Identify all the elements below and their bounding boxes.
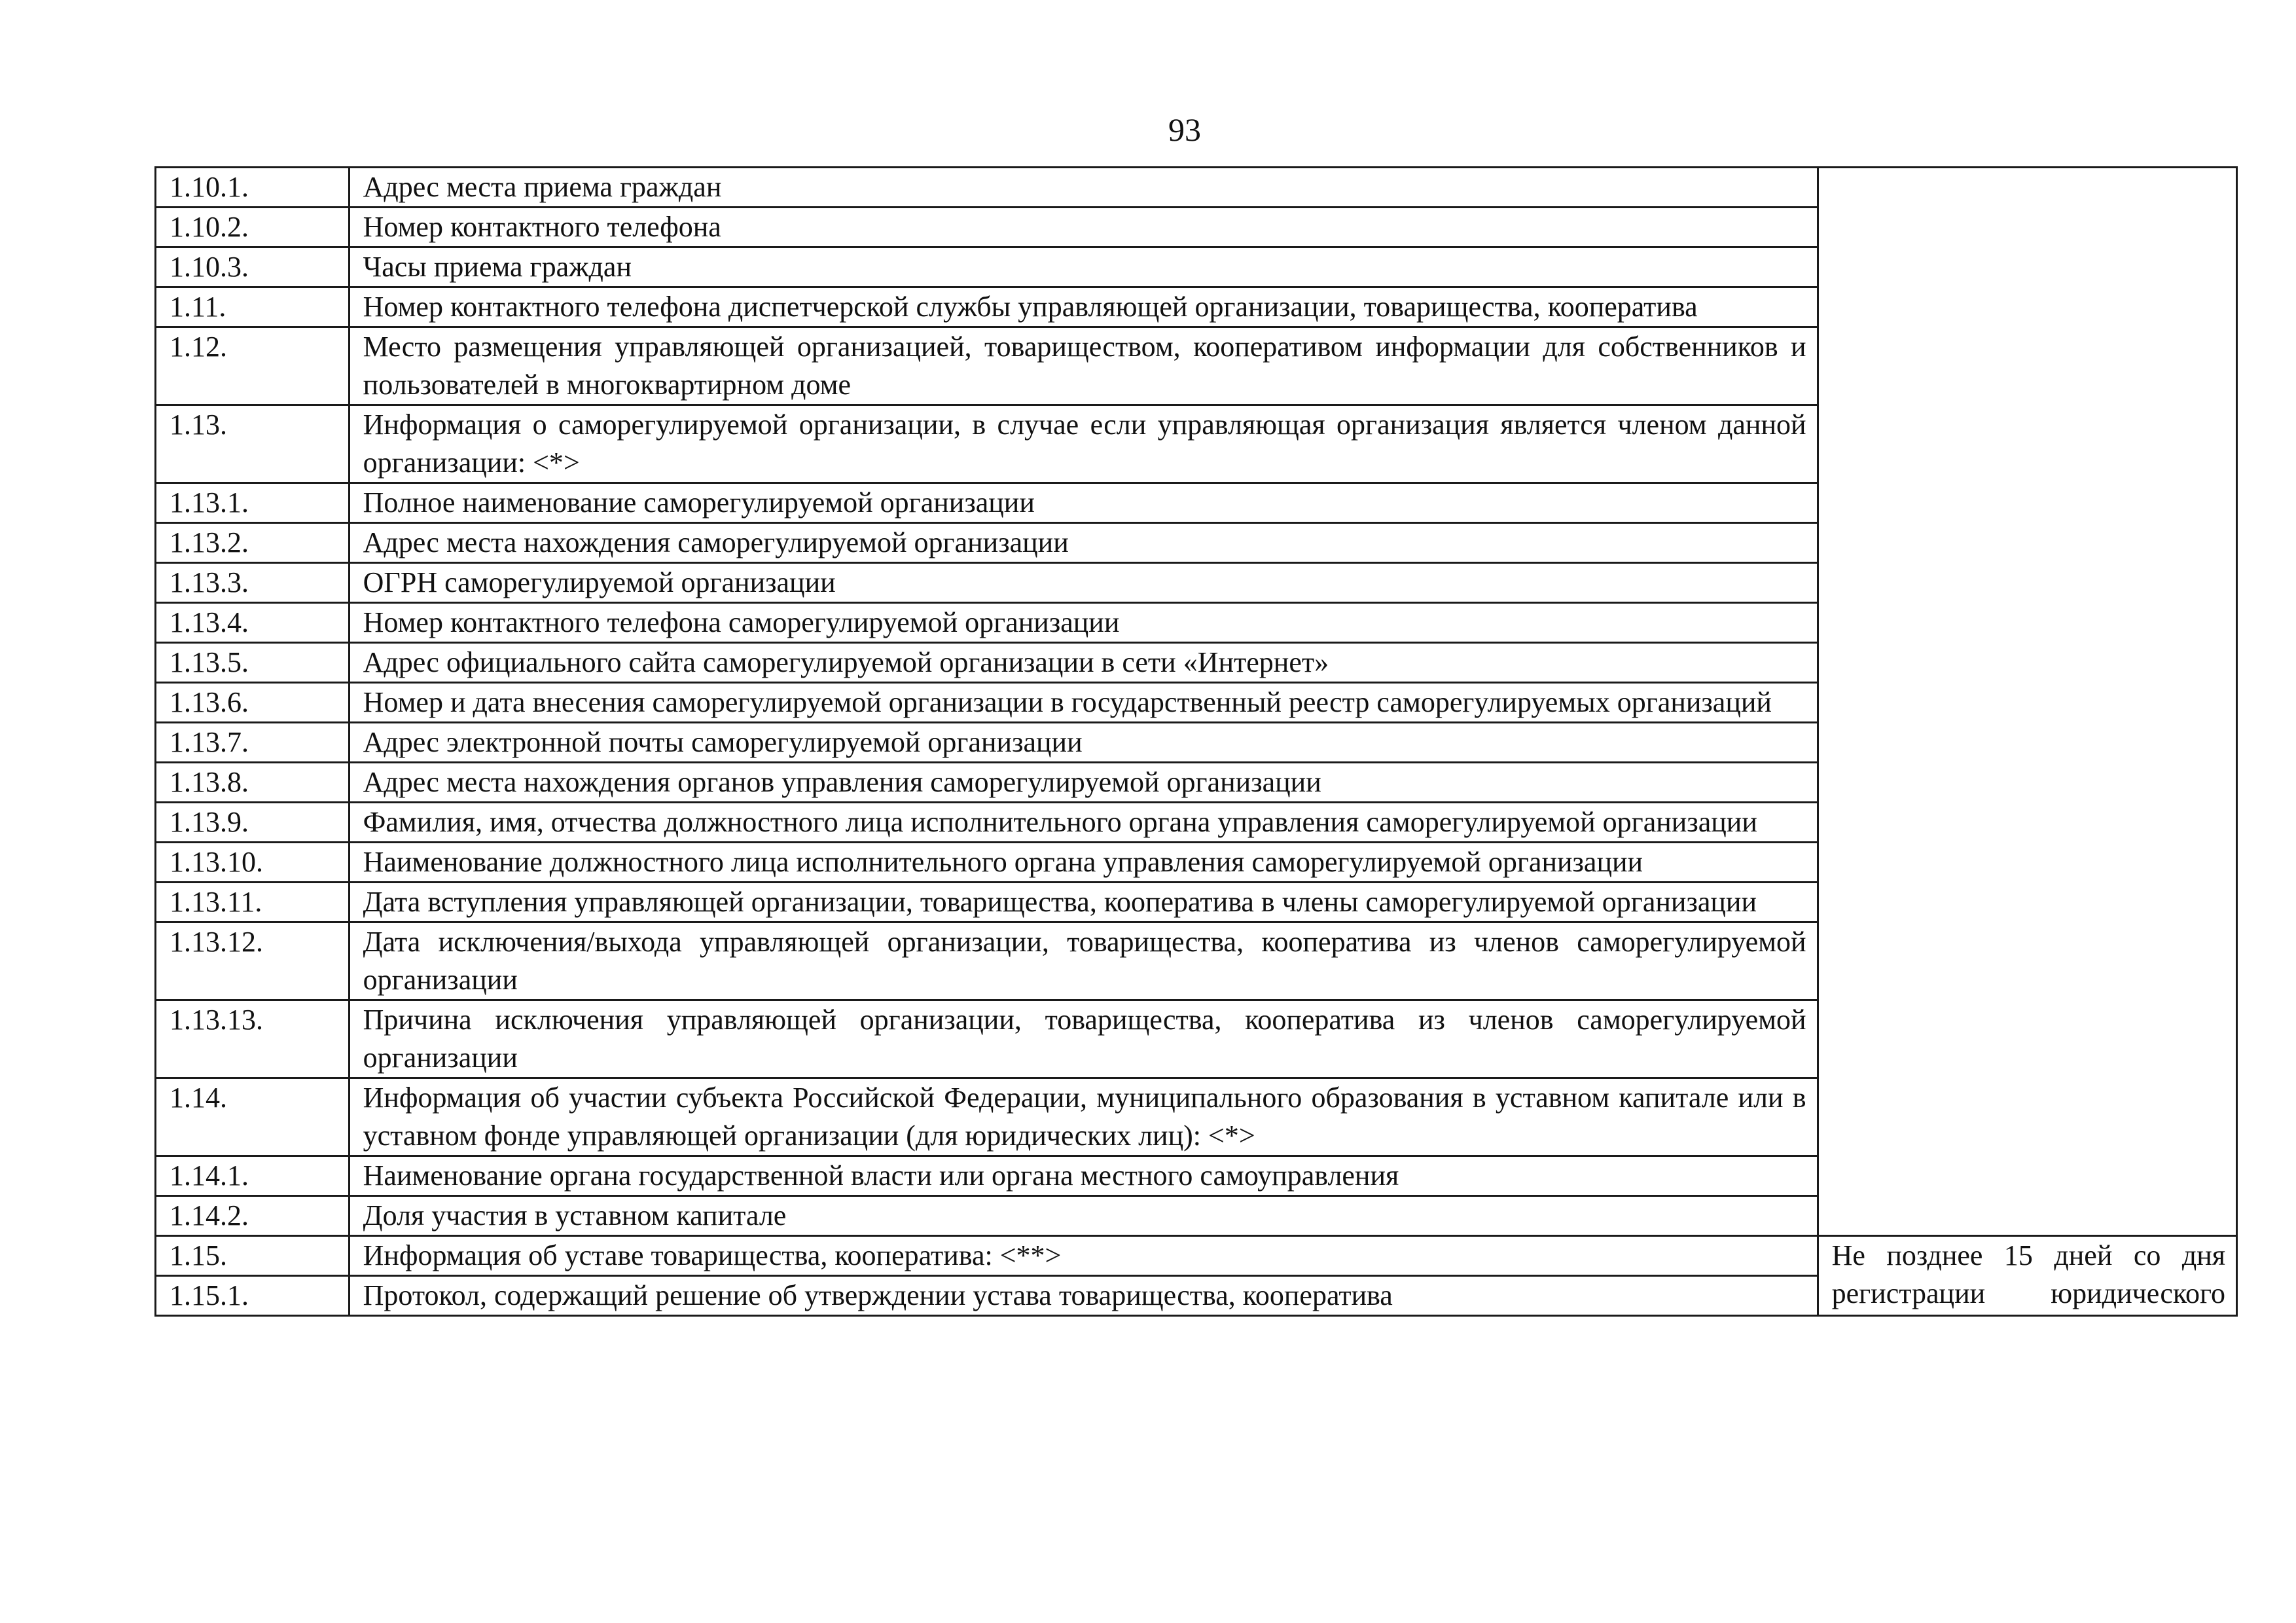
row-description: Дата исключения/выхода управляющей организации, товарищества, кооператива из членов саморегулируемой организации <box>349 922 1818 1000</box>
row-description: Доля участия в уставном капитале <box>349 1196 1818 1236</box>
row-description: Адрес официального сайта саморегулируемой организации в сети «Интернет» <box>349 643 1818 683</box>
row-number: 1.13.8. <box>156 763 350 803</box>
row-description: Номер контактного телефона <box>349 208 1818 247</box>
row-description: Причина исключения управляющей организации, товарищества, кооператива из членов саморегулируемой организации <box>349 1000 1818 1078</box>
row-number: 1.12. <box>156 327 350 405</box>
deadline-cell: Не позднее 15 дней со дня регистрации юридического <box>1818 1236 2236 1316</box>
row-description: Протокол, содержащий решение об утверждении устава товарищества, кооператива <box>349 1276 1818 1316</box>
row-description: Фамилия, имя, отчества должностного лица исполнительного органа управления саморегулируемой организации <box>349 803 1818 843</box>
table-body <box>156 168 2237 1316</box>
row-number: 1.13.7. <box>156 723 350 763</box>
row-description: ОГРН саморегулируемой организации <box>349 563 1818 603</box>
row-number: 1.10.2. <box>156 208 350 247</box>
row-description: Адрес электронной почты саморегулируемой организации <box>349 723 1818 763</box>
row-number: 1.13.6. <box>156 683 350 723</box>
row-number: 1.13.1. <box>156 483 350 523</box>
row-number: 1.15.1. <box>156 1276 350 1316</box>
row-number: 1.13.11. <box>156 883 350 922</box>
row-description: Информация об участии субъекта Российской Федерации, муниципального образования в уставном капитале или в уставном фонде управляющей организации (для юридических лиц): <*> <box>349 1078 1818 1156</box>
deadline-cell-empty <box>1818 168 2236 1236</box>
row-number: 1.14.1. <box>156 1156 350 1196</box>
row-description: Адрес места приема граждан <box>349 168 1818 208</box>
row-number: 1.13.2. <box>156 523 350 563</box>
table-row <box>156 1236 2237 1276</box>
row-description: Часы приема граждан <box>349 247 1818 287</box>
row-number: 1.13.5. <box>156 643 350 683</box>
row-number: 1.13.13. <box>156 1000 350 1078</box>
row-description: Информация об уставе товарищества, кооператива: <**> <box>349 1236 1818 1276</box>
row-description: Дата вступления управляющей организации, товарищества, кооператива в члены саморегулируемой организации <box>349 883 1818 922</box>
row-number: 1.10.3. <box>156 247 350 287</box>
row-description: Наименование органа государственной власти или органа местного самоуправления <box>349 1156 1818 1196</box>
row-description: Номер контактного телефона диспетчерской службы управляющей организации, товарищества, кооператива <box>349 287 1818 327</box>
row-description: Наименование должностного лица исполнительного органа управления саморегулируемой организации <box>349 843 1818 883</box>
row-description: Адрес места нахождения саморегулируемой организации <box>349 523 1818 563</box>
row-description: Информация о саморегулируемой организации, в случае если управляющая организация является членом данной организации: <*> <box>349 405 1818 483</box>
row-description: Адрес места нахождения органов управления саморегулируемой организации <box>349 763 1818 803</box>
row-number: 1.13.12. <box>156 922 350 1000</box>
row-description: Номер и дата внесения саморегулируемой организации в государственный реестр саморегулируемых организаций <box>349 683 1818 723</box>
row-number: 1.14. <box>156 1078 350 1156</box>
row-number: 1.11. <box>156 287 350 327</box>
page-number: 93 <box>1168 111 1201 148</box>
row-number: 1.10.1. <box>156 168 350 208</box>
row-number: 1.15. <box>156 1236 350 1276</box>
row-number: 1.13.3. <box>156 563 350 603</box>
row-description: Номер контактного телефона саморегулируемой организации <box>349 603 1818 643</box>
row-description: Место размещения управляющей организацией, товариществом, кооперативом информации для собственников и пользователей в многоквартирном доме <box>349 327 1818 405</box>
row-number: 1.13.4. <box>156 603 350 643</box>
row-number: 1.13. <box>156 405 350 483</box>
row-number: 1.13.10. <box>156 843 350 883</box>
disclosure-table <box>154 166 2238 1317</box>
row-description: Полное наименование саморегулируемой организации <box>349 483 1818 523</box>
table-row <box>156 168 2237 208</box>
row-number: 1.14.2. <box>156 1196 350 1236</box>
row-number: 1.13.9. <box>156 803 350 843</box>
